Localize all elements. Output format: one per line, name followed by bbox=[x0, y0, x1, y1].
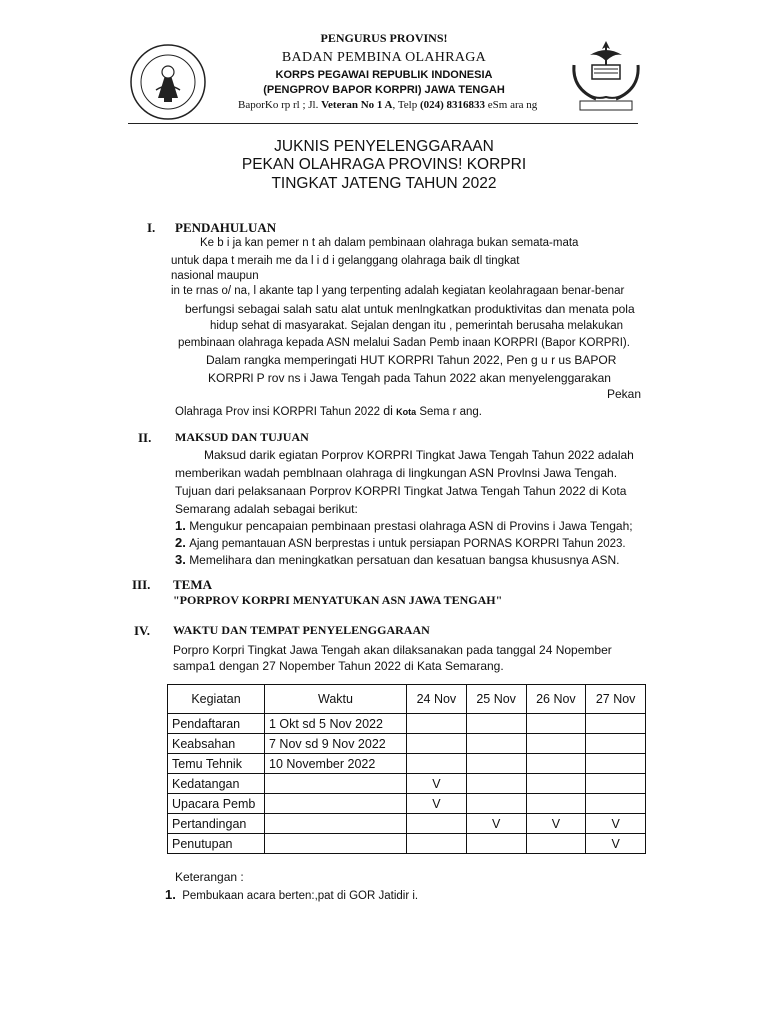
cell: V bbox=[407, 774, 467, 794]
cell: Penutupan bbox=[168, 834, 265, 854]
keterangan-item-num: 1. bbox=[165, 887, 176, 902]
s4-line: Porpro Korpri Tingkat Jawa Tengah akan dilaksanakan pada tanggal 24 Nopember bbox=[173, 643, 612, 657]
s2-item bbox=[175, 535, 626, 550]
s2-item bbox=[175, 552, 619, 567]
section2-number: II. bbox=[138, 430, 152, 445]
s1-line: in te rnas o/ na, l akante tap l yang terpenting adalah kegiatan keolahragaan benar-benar bbox=[171, 285, 625, 297]
cell: 7 Nov sd 9 Nov 2022 bbox=[265, 734, 407, 754]
cell: Upacara Pemb bbox=[168, 794, 265, 814]
section4-number: IV. bbox=[134, 623, 151, 638]
cell: Keabsahan bbox=[168, 734, 265, 754]
header-line1: PENGURUS PROVINS! bbox=[320, 31, 448, 45]
cell: V bbox=[586, 814, 646, 834]
cell bbox=[466, 774, 526, 794]
cell: V bbox=[526, 814, 586, 834]
section1-heading: PENDAHULUAN bbox=[175, 220, 277, 235]
table-row bbox=[168, 734, 646, 754]
col-header: 26 Nov bbox=[526, 685, 586, 714]
cell bbox=[526, 754, 586, 774]
s1-line: Pekan bbox=[607, 387, 642, 401]
s1-line: Ke b i ja kan pemer n t ah dalam pembinaan olahraga bukan semata-mata bbox=[200, 237, 579, 249]
cell: V bbox=[466, 814, 526, 834]
s2-line: Semarang adalah sebagai berikut: bbox=[175, 502, 358, 516]
cell: Pertandingan bbox=[168, 814, 265, 834]
cell: Temu Tehnik bbox=[168, 754, 265, 774]
s2-line: Tujuan dari pelaksanaan Porprov KORPRI Tingkat Jatwa Tengah Tahun 2022 di Kota bbox=[175, 484, 627, 498]
doc-title-line3: TINGKAT JATENG TAHUN 2022 bbox=[271, 175, 497, 192]
cell bbox=[407, 714, 467, 734]
cell bbox=[466, 734, 526, 754]
cell bbox=[466, 714, 526, 734]
header-line2: BADAN PEMBINA OLAHRAGA bbox=[281, 50, 487, 65]
col-header: 24 Nov bbox=[407, 685, 467, 714]
col-header: 27 Nov bbox=[586, 685, 646, 714]
s1-line: KORPRl P rov ns i Jawa Tengah pada Tahun 2022 akan menyelenggarakan bbox=[208, 371, 611, 385]
cell bbox=[586, 754, 646, 774]
table-row bbox=[168, 774, 646, 794]
cell bbox=[407, 734, 467, 754]
cell bbox=[526, 834, 586, 854]
cell: Kedatangan bbox=[168, 774, 265, 794]
cell bbox=[466, 834, 526, 854]
schedule-table bbox=[167, 684, 646, 854]
cell: V bbox=[407, 794, 467, 814]
keterangan-item bbox=[165, 887, 418, 902]
header-line3: KORPS PEGAWAI REPUBLIK INDONESIA bbox=[275, 69, 493, 81]
cell bbox=[265, 814, 407, 834]
s1-last-text: Olahraga Prov insi KORPRI Tahun 2022 bbox=[175, 406, 380, 418]
s1-line: pembinaan olahraga kepada ASN melalui Sadan Pemb inaan KORPRI (Bapor KORPRI). bbox=[178, 337, 630, 349]
s2-item-num: 1. bbox=[175, 518, 186, 533]
s1-last-kota: Kota bbox=[396, 407, 417, 417]
cell bbox=[586, 734, 646, 754]
table-header-row bbox=[168, 685, 646, 714]
table-row bbox=[168, 754, 646, 774]
s2-item-text: Mengukur pencapaian pembinaan prestasi olahraga ASN di Provins i Jawa Tengah; bbox=[189, 519, 633, 533]
col-header: Kegiatan bbox=[168, 685, 265, 714]
header-line4: (PENGPROV BAPOR KORPRI) JAWA TENGAH bbox=[263, 84, 505, 96]
cell bbox=[407, 814, 467, 834]
table-row bbox=[168, 714, 646, 734]
header-rule bbox=[128, 123, 638, 124]
cell: 1 Okt sd 5 Nov 2022 bbox=[265, 714, 407, 734]
cell bbox=[526, 774, 586, 794]
s4-line: sampa1 dengan 27 Nopember Tahun 2022 di Kata Semarang. bbox=[173, 659, 504, 673]
header-address bbox=[238, 99, 537, 111]
table-row bbox=[168, 794, 646, 814]
address-phone: (024) 8316833 bbox=[419, 99, 486, 111]
cell bbox=[265, 774, 407, 794]
s2-line: memberikan wadah pemblnaan olahraga di lingkungan ASN Provlnsi Jawa Tengah. bbox=[175, 466, 618, 480]
col-header: 25 Nov bbox=[466, 685, 526, 714]
cell bbox=[407, 754, 467, 774]
cell bbox=[526, 714, 586, 734]
s1-last-city: Sema r ang. bbox=[419, 406, 482, 418]
cell: 10 November 2022 bbox=[265, 754, 407, 774]
cell bbox=[526, 734, 586, 754]
cell bbox=[586, 794, 646, 814]
col-header: Waktu bbox=[265, 685, 407, 714]
cell bbox=[526, 794, 586, 814]
cell bbox=[407, 834, 467, 854]
theme-text: "PORPROV KORPRI MENYATUKAN ASN JAWA TENGAH" bbox=[173, 593, 503, 607]
s2-line: Maksud darik egiatan Porprov KORPRI Tingkat Jawa Tengah Tahun 2022 adalah bbox=[204, 448, 634, 462]
s1-line: berfungsi sebagai salah satu alat untuk menlngkatkan produktivitas dan menata pola bbox=[185, 302, 635, 316]
address-pre: BaporKo rp rl ; Jl. bbox=[238, 99, 319, 111]
s2-item-num: 3. bbox=[175, 552, 186, 567]
s2-item-num: 2. bbox=[175, 535, 186, 550]
section2-heading: MAKSUD DAN TUJUAN bbox=[175, 430, 309, 444]
doc-title-line1: JUKNIS PENYELENGGARAAN bbox=[274, 138, 494, 155]
s1-line: nasional maupun bbox=[171, 270, 259, 282]
address-street: Veteran No 1 A bbox=[321, 99, 393, 111]
cell bbox=[586, 774, 646, 794]
s2-item-text: Ajang pemantauan ASN berprestas i untuk persiapan PORNAS KORPRI Tahun 2023. bbox=[189, 538, 626, 550]
cell bbox=[586, 714, 646, 734]
keterangan-item-text: Pembukaan acara berten:,pat di GOR Jatidir i. bbox=[182, 890, 419, 902]
keterangan-label: Keterangan : bbox=[175, 870, 244, 884]
cell bbox=[466, 794, 526, 814]
s1-line: untuk dapa t meraih me da l i d i gelanggang olahraga baik dl tingkat bbox=[171, 255, 520, 267]
table-row bbox=[168, 814, 646, 834]
s1-line: hidup sehat di masyarakat. Sejalan dengan itu , pemerintah berusaha melakukan bbox=[210, 320, 623, 332]
doc-title-line2: PEKAN OLAHRAGA PROVINS! KORPRI bbox=[241, 156, 527, 173]
section4-heading: WAKTU DAN TEMPAT PENYELENGGARAAN bbox=[173, 623, 430, 637]
cell bbox=[466, 754, 526, 774]
s1-last-di: di bbox=[383, 404, 393, 418]
s1-last-line bbox=[175, 404, 482, 418]
section3-number: III. bbox=[132, 577, 151, 592]
address-post: eSm ara ng bbox=[485, 99, 538, 111]
address-mid: , Telp bbox=[392, 99, 418, 111]
cell bbox=[265, 794, 407, 814]
cell: Pendaftaran bbox=[168, 714, 265, 734]
cell bbox=[265, 834, 407, 854]
section3-heading: TEMA bbox=[173, 577, 212, 592]
section1-number: I. bbox=[147, 220, 156, 235]
s1-line: Dalam rangka memperingati HUT KORPRI Tahun 2022, Pen g u r us BAPOR bbox=[206, 353, 617, 367]
cell: V bbox=[586, 834, 646, 854]
table-row bbox=[168, 834, 646, 854]
s2-item bbox=[175, 518, 633, 533]
s2-item-text: Memelihara dan meningkatkan persatuan dan kesatuan bangsa khususnya ASN. bbox=[189, 553, 620, 567]
